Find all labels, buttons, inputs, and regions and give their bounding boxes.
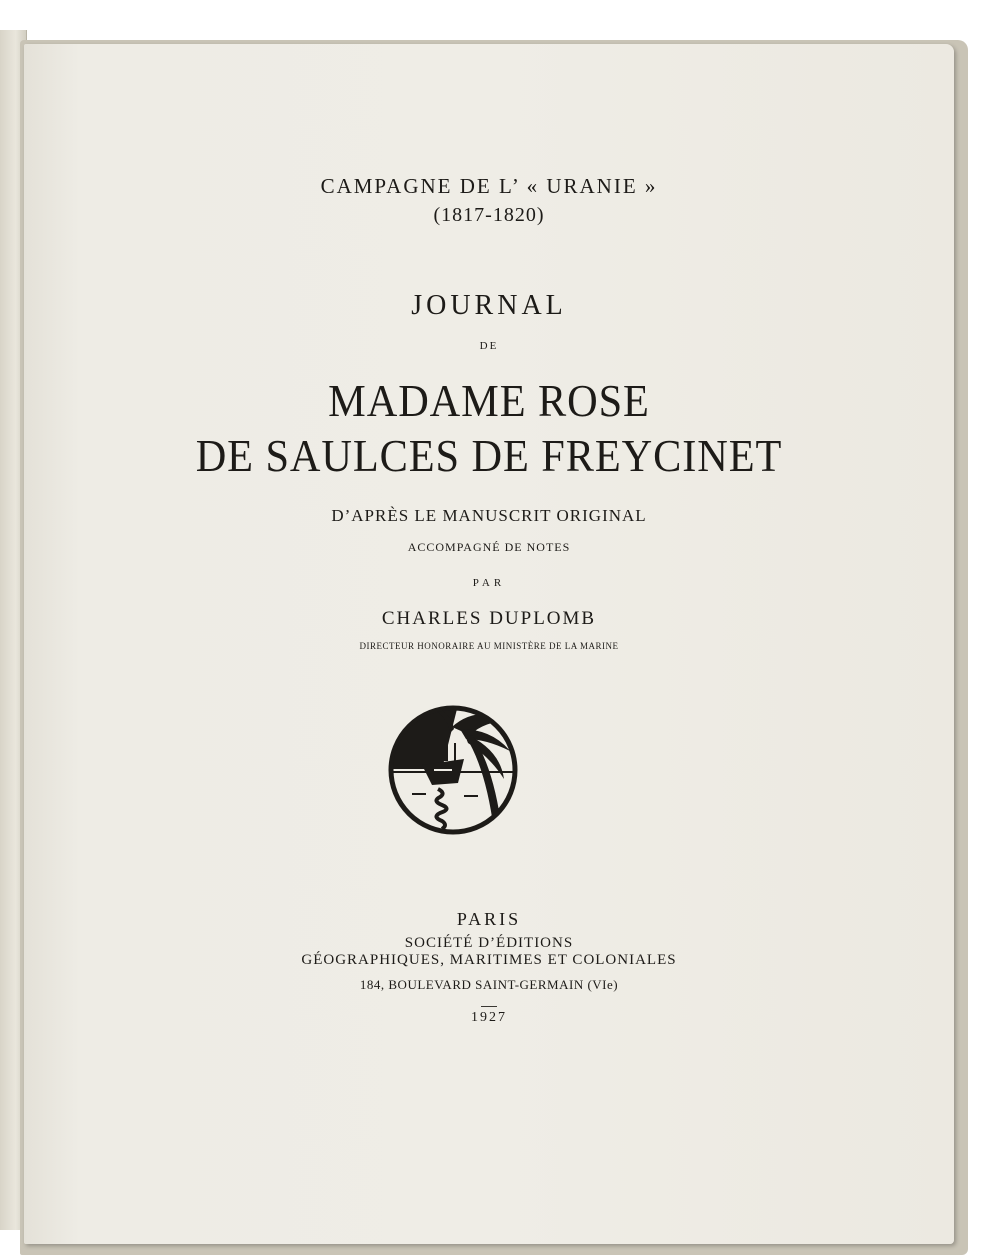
author-title: DIRECTEUR HONORAIRE AU MINISTÈRE DE LA MARINE xyxy=(359,641,619,651)
imprint-year: 1927 xyxy=(471,1010,507,1025)
campaign-heading: CAMPAGNE DE L’ « URANIE » xyxy=(320,174,658,198)
imprint-address: 184, BOULEVARD SAINT-GERMAIN (VIe) xyxy=(359,977,619,992)
journal-heading: JOURNAL xyxy=(411,290,567,321)
imprint-city: PARIS xyxy=(456,909,522,929)
imprint-publisher-1: SOCIÉTÉ D’ÉDITIONS xyxy=(404,935,574,951)
title-name-line-2: DE SAULCES DE FREYCINET xyxy=(195,430,783,481)
title-name-line-1: MADAME ROSE xyxy=(328,375,650,426)
notes-line: ACCOMPAGNÉ DE NOTES xyxy=(407,540,571,554)
title-page-content xyxy=(24,44,954,1244)
campaign-years: (1817-1820) xyxy=(433,204,545,226)
subtitle: D’APRÈS LE MANUSCRIT ORIGINAL xyxy=(331,506,647,525)
imprint-divider xyxy=(481,1006,497,1007)
par-connector: PAR xyxy=(472,577,506,589)
imprint-publisher-2: GÉOGRAPHIQUES, MARITIMES ET COLONIALES xyxy=(301,952,677,968)
author-name: CHARLES DUPLOMB xyxy=(381,608,597,629)
ship-and-palm-emblem-icon xyxy=(382,699,524,841)
de-connector: DE xyxy=(479,340,499,352)
